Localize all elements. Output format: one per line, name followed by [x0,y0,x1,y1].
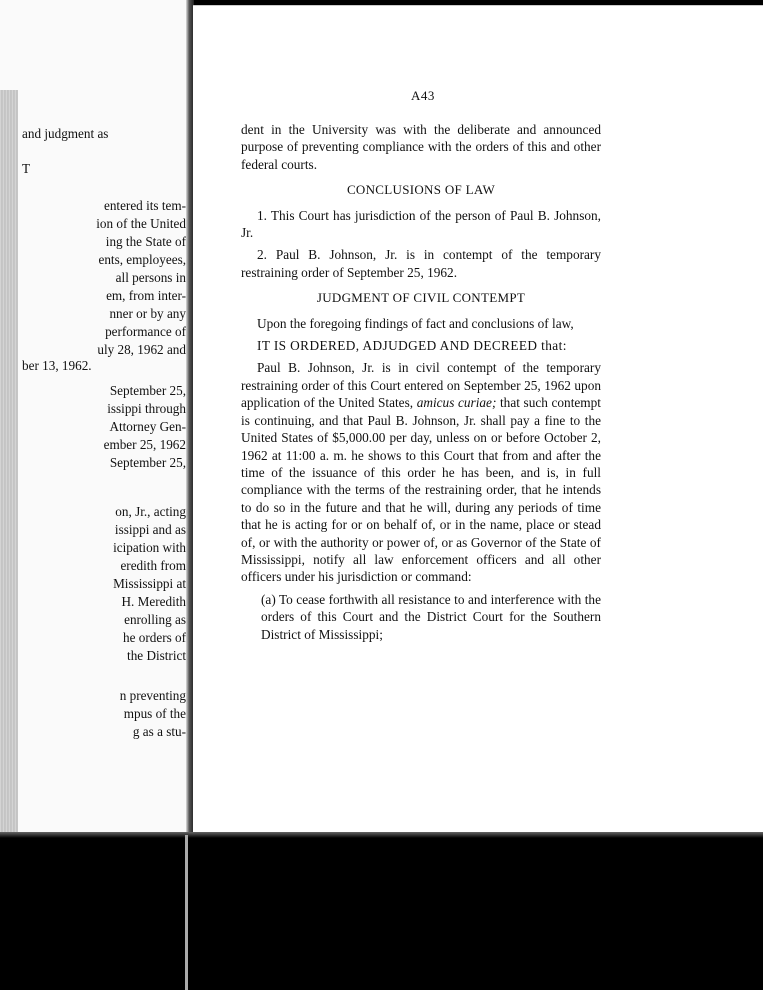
previous-page-line: on, Jr., acting [115,504,186,519]
previous-page-line: mpus of the [123,706,186,721]
spine-lower-edge [185,835,188,990]
judgment-italic-phrase: amicus curiae; [416,395,497,411]
paragraph-item-a: (a) To cease forthwith all resistance to and interference with the orders of this Court and the District Court for the Southern District of Mississippi; [261,591,601,642]
previous-page-line: uly 28, 1962 and [97,342,186,357]
previous-page-line: issippi and as [114,522,186,537]
previous-page-line: all persons in [115,270,186,285]
previous-page-line: Attorney Gen- [109,419,186,434]
previous-page-line: the District [127,648,186,663]
previous-page-line: ion of the United [96,216,186,231]
conclusion-item-1: 1. This Court has jurisdiction of the person of Paul B. Johnson, Jr. [241,207,601,241]
previous-page-line: September 25, [109,383,186,398]
paragraph-decree: IT IS ORDERED, ADJUDGED AND DECREED that: [257,338,567,354]
previous-page-line: icipation with [113,540,186,555]
paragraph-continuation: dent in the University was with the deliberate and announced purpose of preventing compliance with the orders of this and other federal courts. [241,122,601,172]
heading-judgment-of-civil-contempt: JUDGMENT OF CIVIL CONTEMPT [316,290,526,306]
previous-page-line: ing the State of [105,234,186,249]
previous-page-line: entered its tem- [103,198,186,213]
previous-page-line: performance of [105,324,186,339]
page-edge-shadow [0,90,18,835]
previous-page-line: eredith from [120,558,186,573]
previous-page-line: he orders of [123,630,186,645]
previous-page-line: nner or by any [109,306,186,321]
previous-page-line: ber 13, 1962. [22,358,92,373]
page-bottom-shadow [0,832,763,838]
page-number: A43 [411,88,435,103]
previous-page-line: September 25, [109,455,186,470]
previous-page-text [18,0,186,835]
document-page [193,5,763,833]
page-body [241,121,601,643]
previous-page-line: em, from inter- [106,288,186,303]
heading-conclusions-of-law: CONCLUSIONS OF LAW [346,182,496,198]
previous-page-line: g as a stu- [132,724,186,739]
previous-page-line: ember 25, 1962 [103,437,186,452]
paragraph-judgment [241,359,601,585]
previous-page-sliver [0,0,193,835]
previous-page-line: T [22,161,31,176]
judgment-text-part1: Paul B. Johnson, Jr. is in civil contempt of the temporary restraining order of this Court entered on September 25, 1962 upon application of the United States, [241,360,601,411]
paragraph-preamble: Upon the foregoing findings of fact and conclusions of law, [257,315,574,331]
judgment-text-part2: that such contempt is continuing, and that Paul B. Johnson, Jr. shall pay a fine to the United States of $5,000.00 per day, unless on or before October 2, 1962 at 11:00 a. m. he shows to this Court that from and after the time of the issuance of this order he has been, and is, in full compliance with the terms of the restraining order, that he intends to do so in the future and that he will, during any periods of time that he is acting for or on behalf of, or in the name, place or stead of, or with the authority or power of, or as Governor of the State of Mississippi, notify all law enforcement officers and all other officers under his jurisdiction or command: [241,395,601,585]
previous-page-line: enrolling as [124,612,186,627]
conclusion-item-2: 2. Paul B. Johnson, Jr. is in contempt of the temporary restraining order of September 25, 1962. [241,247,601,280]
previous-page-line: issippi through [107,401,186,416]
previous-page-line: Mississippi at [113,576,186,591]
previous-page-line: n preventing [119,688,186,703]
previous-page-line: H. Meredith [121,594,186,609]
previous-page-line: ents, employees, [98,252,186,267]
previous-page-line: and judgment as [22,126,109,141]
